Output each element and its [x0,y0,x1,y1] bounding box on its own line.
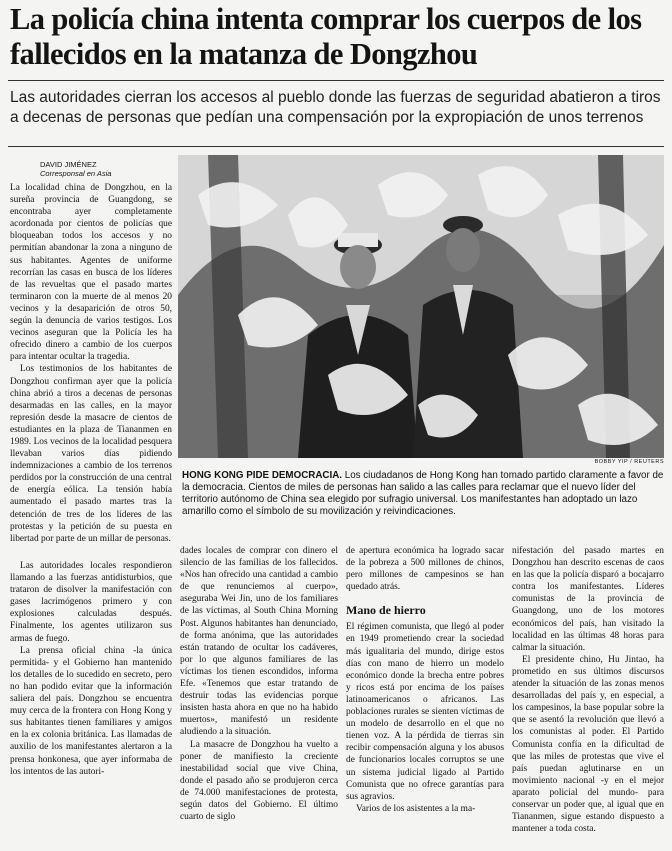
column-1-bottom [10,560,172,848]
paragraph: La masacre de Dongzhou ha vuelto a poner de manifiesto la creciente inestabilidad social que vive China, donde el pasado año se produjeron cerca de 74.000 manifestaciones de protesta, según datos del Gobierno. El último cuarto de siglo [180,739,338,823]
subheadline-divider [8,146,664,147]
column-3 [346,545,504,848]
subheading-mano-de-hierro: Mano de hierro [346,603,426,618]
headline: La policía china intenta comprar los cuerpos de los fallecidos en la matanza de Dongzhou [10,2,642,71]
photo-police-officers-behind-glass [178,155,664,458]
paragraph: Varios de los asistentes a la ma- [356,803,476,814]
byline-role: Corresponsal en Asia [40,169,112,178]
paragraph: de apertura económica ha logrado sacar de la pobreza a 500 millones de chinos, pero millones de campesinos se han quedado atrás. [346,546,504,593]
paragraph: dades locales de comprar con dinero el silencio de las familias de los fallecidos. «Nos han ofrecido una cantidad a cambio de que renunciemos al cuerpo», aseguraba Wei Jin, uno de los familiares de las víctimas, al South China Morning Post. Algunos habitantes han denunciado, de forma anónima, que las autoridades están tratando de ocultar los cadáveres, por lo que algunos familiares de las víctimas los tienen escondidos, informa Efe. «Tenemos que estar tratando de destruir todas las evidencias porque insisten hasta ahora en que no ha habido muertos», manifestó un residente aludiendo a la situación. [180,546,338,738]
paragraph: La localidad china de Dongzhou, en la sureña provincia de Guangdong, se encontraba ayer completamente acordonada por cientos de policías que bloqueaban todos los accesos y no permitían abandonar la zona a ninguno de sus habitantes. Agentes de uniforme recorrían las casas en busca de los líderes de las revueltas que el pasado martes terminaron con la muerte de al menos 20 vecinos y la desaparición de otros 50, según la denuncia de varios testigos. Los vecinos aseguran que la Policía les ha ofrecido dinero a cambio de los cuerpos para intentar ocultar la tragedia. [10,183,172,363]
byline [40,160,180,178]
paragraph: El régimen comunista, que llegó al poder en 1949 prometiendo crear la sociedad más igualitaria del mundo, dirige estos días con mano de hierro un modelo económico donde la brecha entre pobres y ricos está por encima de los países latinoamericanos o africanos. Las poblaciones rurales se sienten víctimas de un modelo de desarrollo en el que no tienen voz. A la pérdida de tierras sin recibir compensación alguna y los abusos de funcionarios locales corruptos se une un sistema judicial ligado al Partido Comunista que no ofrece garantías para sus agravios. [346,622,504,802]
photo-caption [182,470,664,518]
paragraph: Los testimonios de los habitantes de Dongzhou confirman ayer que la policía china abrió a tiros a decenas de personas desarmadas en las calles, en la mayor represión desde la masacre de cientos de estudiantes en la plaza de Tiananmen en 1989. Los vecinos de la localidad pesquera llevaban varios días pidiendo indemnizaciones a cambio de los terrenos perdidos por la construcción de una central de energía eólica. La tensión había aumentado el pasado martes tras la detención de tres de los líderes de las protestas y la petición de su puesta en libertad por parte de un millar de personas. [10,364,172,544]
column-4 [512,545,664,848]
column-2 [180,545,338,848]
news-photo [178,155,664,458]
byline-name: DAVID JIMÉNEZ [40,160,97,169]
paragraph: Las autoridades locales respondieron llamando a las fuerzas antidisturbios, que trataron de disolver la manifestación con gases lacrimógenos primero y con explosiones calculadas después. Finalmente, los agentes utilizaron sus armas de fuego. [10,561,172,644]
paragraph: nifestación del pasado martes en Dongzhou han descrito escenas de caos en las que la policía disparó a bocajarro contra los manifestantes. Líderes comunistas de la provincia de Guangdong, uno de los motores económicos del país, han visitado la localidad en las últimas 48 horas para calmar la situación. [512,546,664,653]
photo-credit: BOBBY YIP / REUTERS [594,459,664,465]
caption-lead: HONG KONG PIDE DEMOCRACIA. [182,470,343,481]
caption-text: Los ciudadanos de Hong Kong han tomado partido claramente a favor de la democracia. Cientos de miles de personas han salido a las calles para reclamar que el nuevo líder del territorio autónomo de China sea elegido por sufragio universal. Los manifestantes han adoptado un lazo amarillo como el símbolo de su movilización y reivindicaciones. [182,470,664,517]
column-1-top [10,182,172,557]
paragraph: El presidente chino, Hu Jintao, ha prometido en sus últimos discursos atender la situación de las zonas menos desarrolladas del país y, en especial, a los campesinos, la base popular sobre la que se asentó la revolución que llevó a los comunistas al poder. El Partido Comunista confía en la dificultad de que las miles de protestas que vive el país puedan aglutinarse en un movimiento nacional -y en el mejor aparato policial del mundo- para conservar un poder que, al igual que en Tiananmen, sigue estando dispuesto a mantener a toda costa. [512,654,664,835]
subheadline: Las autoridades cierran los accesos al pueblo donde las fuerzas de seguridad abatieron a tiros a decenas de personas que pedían una compensación por la expropiación de unos terrenos [10,89,661,126]
paragraph: La prensa oficial china -la única permitida- y el Gobierno han mantenido los detalles de lo sucedido en secreto, pero no han podido evitar que la información saliera del país. Dongzhou se encuentra muy cerca de la frontera con Hong Kong y sus habitantes tienen familiares y amigos en la ex colonia británica. Las llamadas de auxilio de los manifestantes alertaron a la prensa honkonesa, que ayer informaba de los intentos de las autori- [10,645,172,777]
headline-divider [8,80,664,81]
